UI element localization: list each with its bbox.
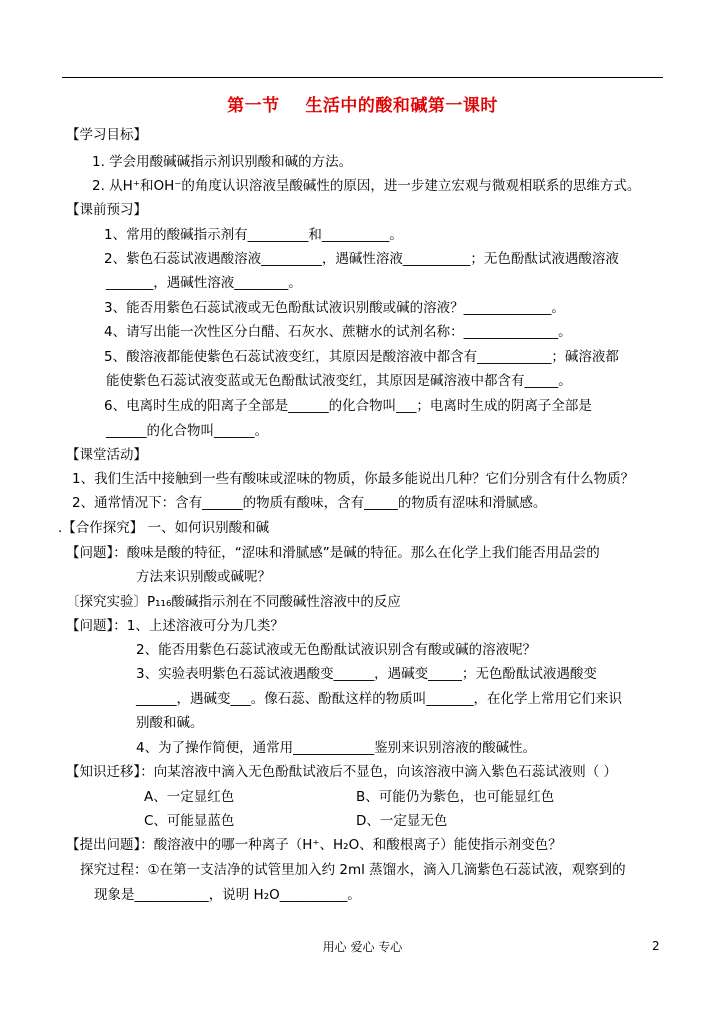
procedure-line: 探究过程：①在第一支洁净的试管里加入约 2ml 蒸馏水，滴入几滴紫色石蕊试液，观察到的 [80, 862, 626, 878]
preview-item-cont: _______，遇碱性溶液________。 [106, 275, 302, 291]
question-text-cont: 方法来识别酸或碱呢？ [136, 569, 271, 585]
activity-item: 1、我们生活中接触到一些有酸味或涩味的物质，你最多能说出几种？它们分别含有什么物质？ [72, 471, 635, 487]
section-heading: 【学习目标】 [66, 127, 147, 143]
preview-item: 5、酸溶液都能使紫色石蕊试液变红，其原因是酸溶液中都含有___________；碱溶液都 [104, 349, 619, 365]
preview-item: 2、紫色石蕊试液遇酸溶液_________，遇碱性溶液__________；无色酚酞试液遇酸溶液 [104, 251, 619, 267]
activity-item: 2、通常情况下：含有______的物质有酸味，含有_____的物质有涩味和滑腻感。 [72, 495, 547, 511]
question-item: 4、为了操作简便，通常用____________鉴别来识别溶液的酸碱性。 [136, 740, 537, 756]
transfer-question: 【知识迁移】：向某溶液中滴入无色酚酞试液后不显色，向该溶液中滴入紫色石蕊试液则（ ） [66, 764, 618, 780]
question-item: 【问题】：1、上述溶液可分为几类？ [66, 618, 284, 634]
page-number: 2 [652, 939, 660, 953]
preview-item: 4、请写出能一次性区分白醋、石灰水、蔗糖水的试剂名称：______________。 [104, 324, 572, 340]
objective-item: 2. 从H⁺和OH⁻的角度认识溶液呈酸碱性的原因，进一步建立宏观与微观相联系的思维方式。 [92, 178, 641, 194]
section-heading: 【课前预习】 [66, 202, 147, 218]
choice-a: A、一定显红色 [144, 789, 235, 805]
objective-item: 1. 学会用酸碱碱指示剂识别酸和碱的方法。 [92, 154, 353, 170]
raised-question: 【提出问题】：酸溶液中的哪一种离子（H⁺、H₂O、和酸根离子）能使指示剂变色？ [66, 837, 562, 853]
preview-item-cont: 能使紫色石蕊试液变蓝或无色酚酞试液变红，其原因是碱溶液中都含有_____。 [106, 373, 572, 389]
page-footer: 用心 爱心 专心 [322, 940, 403, 954]
header-rule [62, 77, 663, 78]
experiment-line: 〔探究实验〕P₁₁₆酸碱指示剂在不同酸碱性溶液中的反应 [66, 594, 401, 610]
choice-b: B、可能仍为紫色，也可能显红色 [356, 789, 555, 805]
question-item-cont: ______，遇碱变___。像石蕊、酚酞这样的物质叫_______，在化学上常用它们来识 [136, 691, 622, 707]
choice-c: C、可能显蓝色 [144, 813, 235, 829]
section-heading: .【合作探究】 一、如何识别酸和碱 [58, 520, 270, 536]
choice-d: D、一定显无色 [356, 813, 448, 829]
preview-item-cont: ______的化合物叫______。 [106, 423, 268, 439]
question-item-cont: 别酸和碱。 [136, 715, 204, 731]
question-item: 2、能否用紫色石蕊试液或无色酚酞试液识别含有酸或碱的溶液呢？ [136, 642, 537, 658]
preview-item: 6、电离时生成的阳离子全部是______的化合物叫___；电离时生成的阴离子全部是 [104, 398, 592, 414]
section-heading: 【课堂活动】 [66, 447, 147, 463]
question-item: 3、实验表明紫色石蕊试液遇酸变______，遇碱变_____；无色酚酞试液遇酸变 [136, 666, 597, 682]
preview-item: 3、能否用紫色石蕊试液或无色酚酞试液识别酸或碱的溶液？_____________。 [104, 300, 565, 316]
question-text: 【问题】：酸味是酸的特征，“涩味和滑腻感”是碱的特征。那么在化学上我们能否用品尝的 [66, 545, 600, 561]
preview-item: 1、常用的酸碱指示剂有_________和__________。 [104, 227, 403, 243]
procedure-line-cont: 现象是___________，说明 H₂O__________。 [94, 887, 361, 903]
page-title: 第一节 生活中的酸和碱第一课时 [227, 96, 498, 116]
